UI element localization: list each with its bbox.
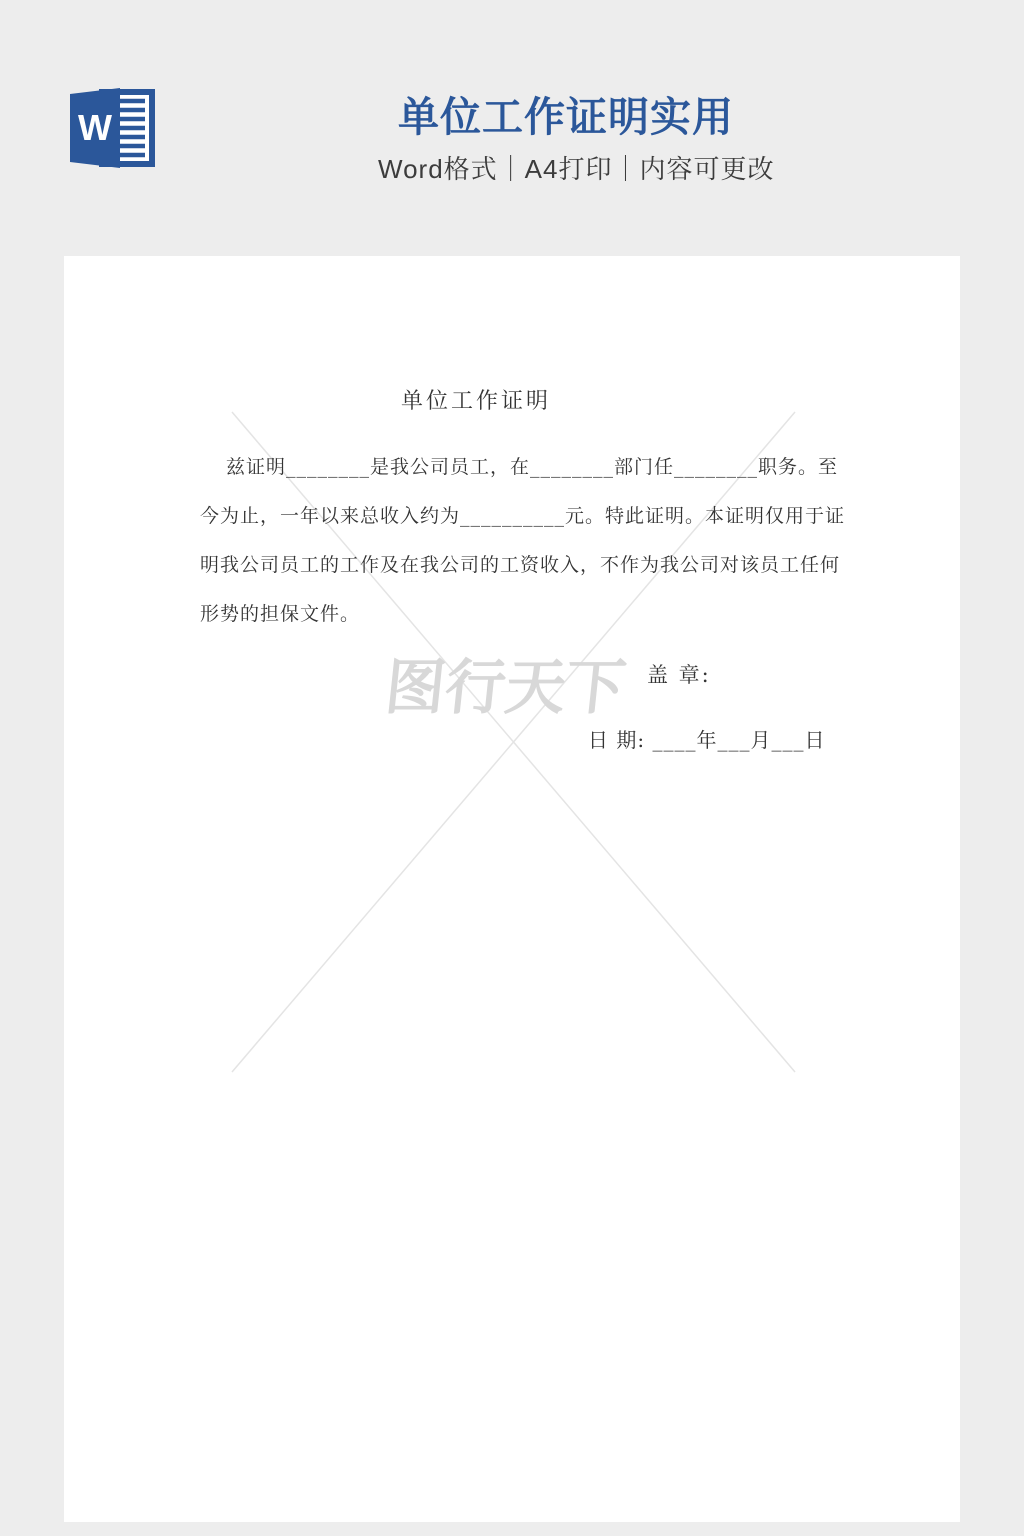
body-line-2: 今为止，一年以来总收入约为__________元。特此证明。本证明仅用于证	[200, 505, 846, 527]
body-line-3: 明我公司员工的工作及在我公司的工资收入，不作为我公司对该员工任何	[200, 554, 841, 576]
word-icon-letter: W	[78, 107, 112, 148]
seal-label: 盖 章:	[647, 663, 711, 687]
template-subtitle: Word格式｜A4打印｜内容可更改	[378, 154, 775, 184]
body-line-4: 形势的担保文件。	[200, 603, 361, 625]
template-title: 单位工作证明实用	[398, 94, 734, 140]
word-file-icon	[62, 88, 158, 168]
body-line-1: 兹证明________是我公司员工，在________部门任________职务。至	[226, 456, 839, 478]
document-body	[200, 443, 846, 639]
document-page	[64, 256, 960, 1522]
document-title: 单位工作证明	[400, 389, 551, 414]
site-watermark: 图行天下	[381, 653, 630, 723]
date-label: 日 期: ____年___月___日	[588, 728, 826, 752]
